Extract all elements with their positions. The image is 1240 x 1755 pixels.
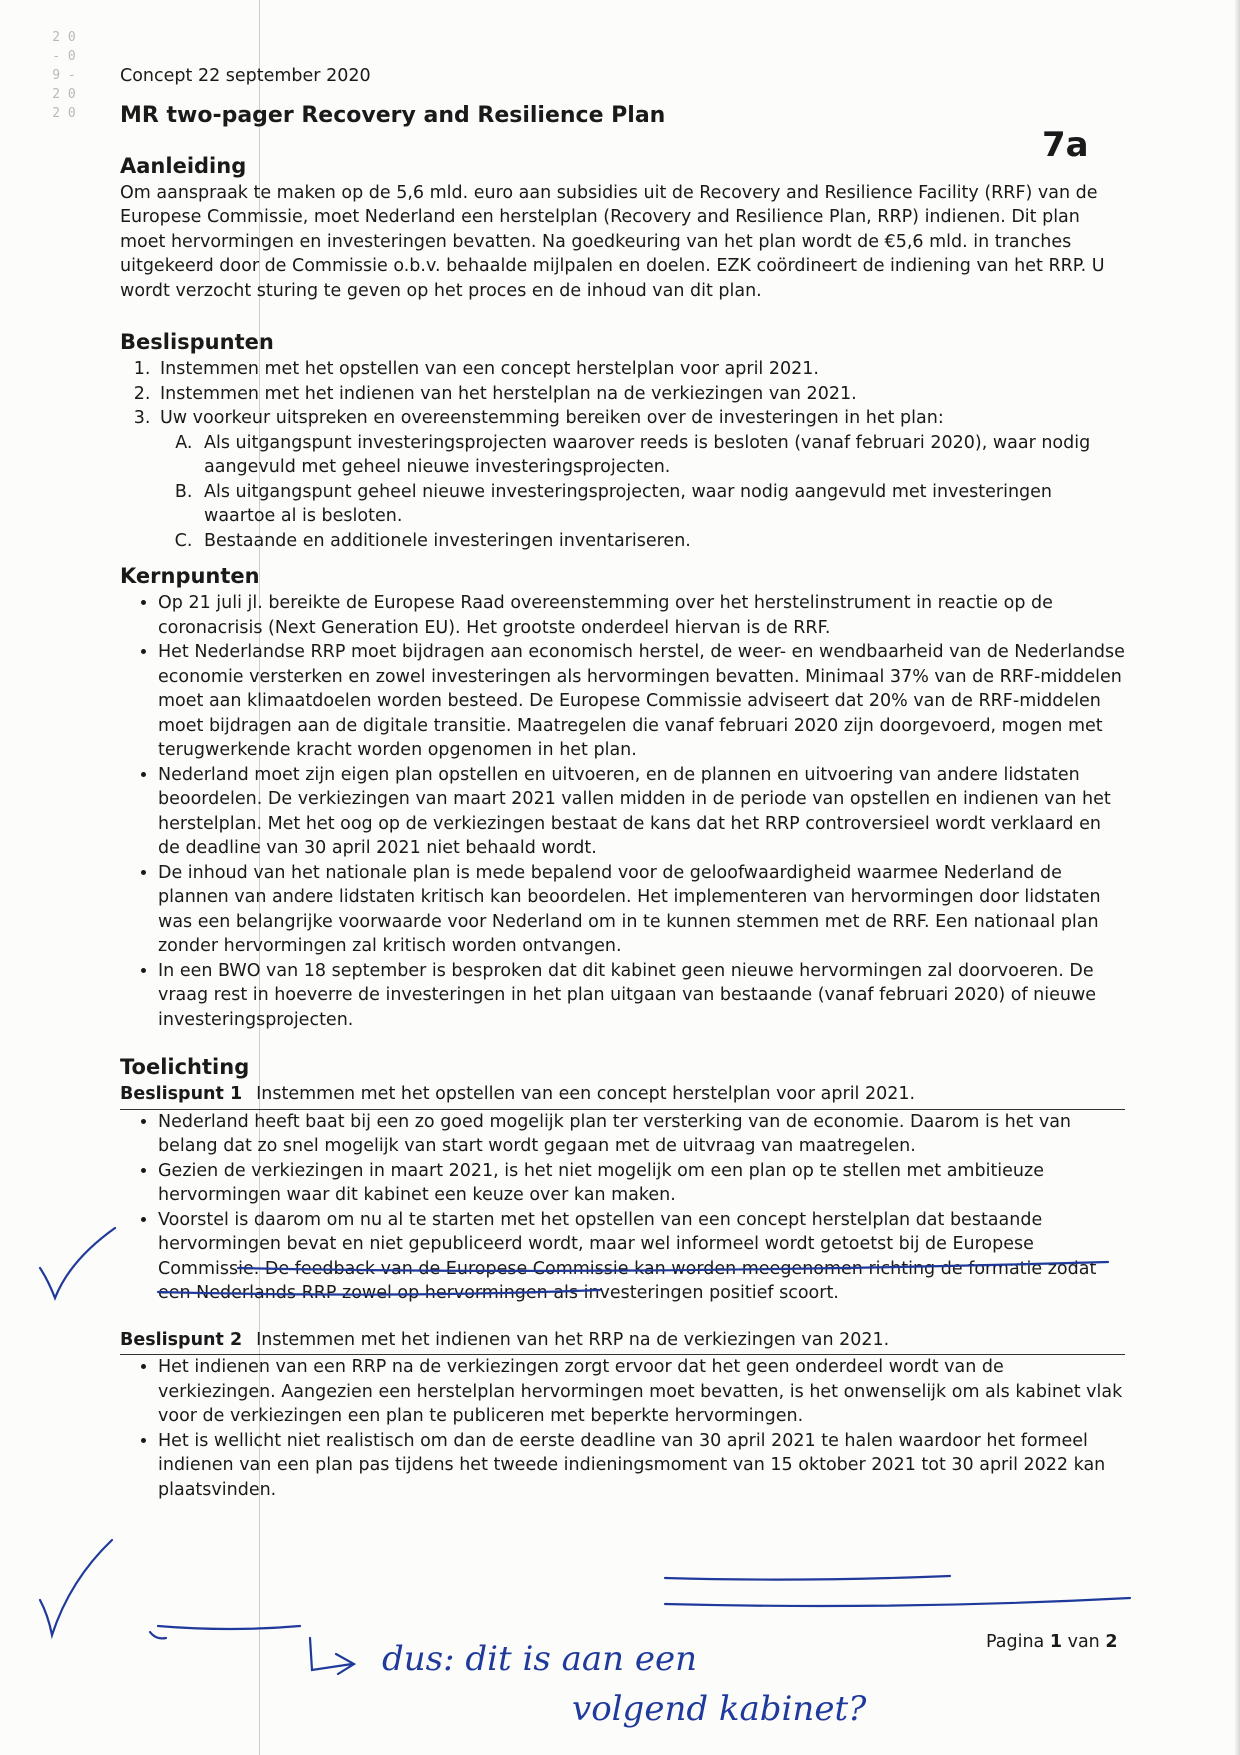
document-code: 7a	[1042, 125, 1089, 165]
section-heading-kernpunten: Kernpunten	[120, 564, 260, 588]
document-title: MR two-pager Recovery and Resilience Plan	[120, 102, 666, 128]
decision-1-bullet: • Voorstel is daarom om nu al te starten met het opstellen van een concept herstelplan dat bestaande hervormingen bevat en niet gepubliceerd wordt, maar wel informeel wordt getoetst bij de Europese Commissie. De feedback van de Europese Commissie kan worden meegenomen richting de formatie zodat een Nederlands RRP zowel op hervormingen als investeringen positief scoort.	[158, 1208, 1125, 1306]
footer-mid: van	[1062, 1632, 1106, 1652]
check-mark-2	[40, 1540, 112, 1635]
sub-item-text: Bestaande en additionele investeringen inventariseren.	[204, 530, 691, 551]
decision-1-bullet: • Nederland heeft baat bij een zo goed mogelijk plan ter versterking van de economie. Daarom is het van belang dat zo snel mogelijk van start wordt gegaan met de uitvraag van maatregelen.	[158, 1110, 1125, 1159]
date-stamp: 2 0 - 0 9 - 2 0 2 0	[52, 30, 76, 121]
page-footer	[986, 1632, 1118, 1652]
section-heading-toelichting: Toelichting	[120, 1055, 250, 1079]
footer-total-pages: 2	[1105, 1632, 1118, 1652]
decision-2-text: Instemmen met het indienen van het RRP na de verkiezingen van 2021.	[256, 1329, 890, 1350]
kernpunt-item: • De inhoud van het nationale plan is mede bepalend voor de geloofwaardigheid waarmee Nederland de plannen van andere lidstaten kritisch kan beoordelen. Het implementeren van hervormingen door lidstaten was een belangrijke voorwaarde voor Nederland om in te kunnen stemmen met de RRF. Een nationaal plan zonder hervormingen zal kritisch worden ontvangen.	[158, 861, 1125, 959]
section-heading-aanleiding: Aanleiding	[120, 153, 247, 178]
handwritten-note-ink	[292, 1630, 912, 1750]
decision-1-bullet: • Gezien de verkiezingen in maart 2021, is het niet mogelijk om een plan op te stellen met ambitieuze hervormingen waar dit kabinet een keuze over kan maken.	[158, 1159, 1125, 1208]
decision-2-bullet: • Het is wellicht niet realistisch om dan de eerste deadline van 30 april 2021 te halen waardoor het formeel indienen van een plan pas tijdens het tweede indieningsmoment van 15 oktober 2021 tot 30 april 2022 kan plaatsvinden.	[158, 1429, 1125, 1503]
sub-item-text: Als uitgangspunt geheel nieuwe investeringsprojecten, waar nodig aangevuld met investeringen waartoe al is besloten.	[204, 481, 1053, 526]
handwritten-note	[292, 1630, 912, 1750]
kernpunt-item: • In een BWO van 18 september is besproken dat dit kabinet geen nieuwe hervormingen zal doorvoeren. De vraag rest in hoeverre de investeringen in het plan uitgaan van bestaande (vanaf februari 2020) of nieuwe investeringsprojecten.	[158, 959, 1125, 1033]
underline-hervormingen	[158, 1290, 600, 1295]
kernpunt-item: • Nederland moet zijn eigen plan opstellen en uitvoeren, en de plannen en uitvoering van andere lidstaten beoordelen. De verkiezingen van maart 2021 vallen midden in de periode van opstellen en indienen van het herstelplan. Met het oog op de verkiezingen bestaat de kans dat het RRP controversieel wordt verklaard en de deadline van 30 april 2021 niet behaald wordt.	[158, 763, 1125, 861]
underline-april-2022	[158, 1626, 300, 1629]
sub-item-text: Als uitgangspunt investeringsprojecten waarover reeds is besloten (vanaf februari 2020), waar nodig aangevuld met geheel nieuwe investeringsprojecten.	[204, 432, 1091, 477]
decision-1-text: Instemmen met het opstellen van een concept herstelplan voor april 2021.	[256, 1084, 916, 1104]
section-heading-beslispunten: Beslispunten	[120, 330, 274, 354]
beslispunt-text: Uw voorkeur uitspreken en overeenstemming bereiken over de investeringen in het plan:	[160, 408, 944, 428]
aanleiding-text: Om aanspraak te maken op de 5,6 mld. euro aan subsidies uit de Recovery and Resilience Facility (RRF) van de Europese Commissie, moet Nederland een herstelplan (Recovery and Resilience Plan, RRP) indienen. Dit plan moet hervormingen en investeringen bevatten. Na goedkeuring van het plan wordt de €5,6 mld. in tranches uitgekeerd door de Commissie o.b.v. behaalde mijlpalen en doelen. EZK coördineert de indiening van het RRP. U wordt verzocht sturing te geven op het proces en de inhoud van dit plan.	[120, 182, 1105, 301]
kernpunt-item: • Het Nederlandse RRP moet bijdragen aan economisch herstel, de weer- en wendbaarheid van de Nederlandse economie versterken en zowel investeringen als hervormingen bevatten. Minimaal 37% van de RRF-middelen moet aan klimaatdoelen worden besteed. De Europese Commissie adviseert dat 20% van de RRF-middelen moet bijdragen aan de digitale transitie. Maatregelen die vanaf februari 2020 zijn doorgevoerd, mogen met terugwerkende kracht worden opgenomen in het plan.	[158, 640, 1125, 763]
underline-ambitieuze	[238, 1262, 1108, 1271]
arrow-tick	[150, 1632, 166, 1638]
decision-1-label: Beslispunt 1	[120, 1084, 243, 1104]
handwritten-note-line-1: dus: dit is aan een	[382, 1639, 697, 1679]
handwritten-note-line-2: volgend kabinet?	[572, 1689, 867, 1729]
underline-deadline	[665, 1576, 950, 1580]
arrow-icon	[310, 1638, 354, 1674]
beslispunt-text: Instemmen met het opstellen van een concept herstelplan voor april 2021.	[160, 359, 819, 379]
underline-indieningsmoment	[665, 1598, 1130, 1606]
decision-2-bullet: • Het indienen van een RRP na de verkiezingen zorgt ervoor dat het geen onderdeel wordt van de verkiezingen. Aangezien een herstelplan hervormingen moet bevatten, is het onwenselijk om als kabinet vlak voor de verkiezingen een plan te publiceren met beperkte hervormingen.	[158, 1355, 1125, 1429]
footer-prefix: Pagina	[986, 1632, 1050, 1652]
concept-date: Concept 22 september 2020	[120, 66, 371, 86]
decision-2-label: Beslispunt 2	[120, 1329, 243, 1350]
check-mark-1	[40, 1228, 115, 1298]
kernpunt-item: • Op 21 juli jl. bereikte de Europese Raad overeenstemming over het herstelinstrument in reactie op de coronacrisis (Next Generation EU). Het grootste onderdeel hiervan is de RRF.	[158, 591, 1125, 640]
beslispunt-text: Instemmen met het indienen van het herstelplan na de verkiezingen van 2021.	[160, 383, 857, 404]
footer-current-page: 1	[1049, 1632, 1063, 1652]
